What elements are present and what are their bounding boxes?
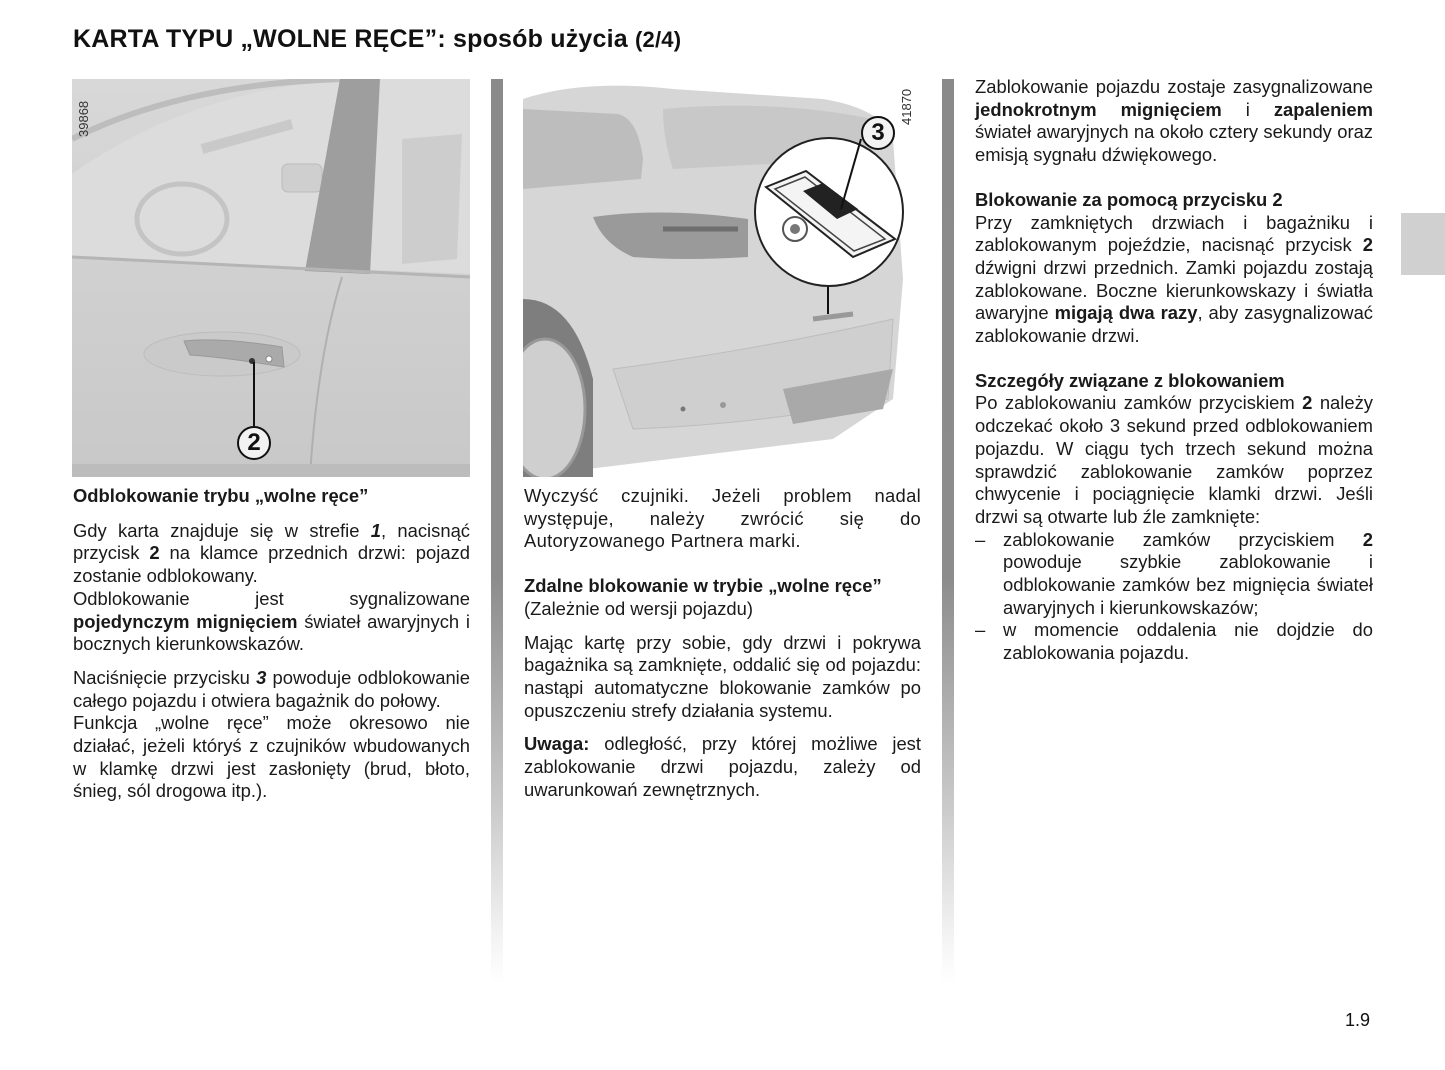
page-title-text: KARTA TYPU „WOLNE RĘCE”: sposób użycia bbox=[73, 25, 628, 53]
paragraph-sensor-warning: Funkcja „wolne ręce” może okresowo nie działać, jeżeli któryś z czujników wbudowanych w klamkę drzwi jest zasłonięty (brud, błoto, śnieg, sól drogowa itp.). bbox=[73, 712, 470, 802]
column-right bbox=[975, 76, 1373, 665]
section-heading-button-lock: Blokowanie za pomocą przycisku 2 bbox=[975, 188, 1283, 210]
section-subheading-version: (Zależnie od wersji pojazdu) bbox=[524, 597, 753, 619]
list-item: – zablokowanie zamków przyciskiem 2 powoduje szybkie zablokowanie i odblokowanie zamków bez mignięcia świateł awaryjnych i kierunkowskazów; bbox=[975, 529, 1373, 620]
paragraph-button-lock: Przy zamkniętych drzwiach i bagażniku i zablokowanym pojeździe, nacisnąć przycisk 2 dźwigni drzwi przednich. Zamki pojazdu zostają zablokowane. Boczne kierunkowskazy i światła awaryjne migają dwa razy, aby zasygnalizować zablokowanie drzwi. bbox=[975, 211, 1374, 347]
callout-2-icon: 2 bbox=[237, 426, 271, 460]
paragraph-auto-lock: Mając kartę przy sobie, gdy drzwi i pokrywa bagażnika są zamknięte, oddalić się od pojazdu: nastąpi automatyczne blokowanie zamków po opuszczeniu strefy działania systemu. bbox=[524, 631, 921, 721]
figure-id: 41870 bbox=[899, 88, 914, 125]
page-number: 1.9 bbox=[1345, 1010, 1371, 1030]
section-heading-remote-lock: Zdalne blokowanie w trybie „wolne ręce” bbox=[524, 575, 882, 597]
paragraph-note: Uwaga: odległość, przy której możliwe jest zablokowanie drzwi pojazdu, zależy od uwarunkowań zewnętrznych. bbox=[524, 733, 921, 800]
figure-id: 39868 bbox=[76, 100, 91, 137]
column-divider-right bbox=[942, 79, 954, 984]
paragraph-tailgate-button: Naciśnięcie przycisku 3 powoduje odblokowanie całego pojazdu i otwiera bagażnik do połowy. bbox=[73, 666, 470, 711]
paragraph-unlock-signal: Odblokowanie jest sygnalizowane pojedynczym mignięciem świateł awaryjnych i bocznych kierunkowskazów. bbox=[73, 587, 470, 655]
callout-3-icon: 3 bbox=[861, 116, 895, 150]
note-label: Uwaga: bbox=[524, 733, 590, 755]
lock-details-list bbox=[975, 529, 1373, 665]
column-middle bbox=[524, 485, 921, 801]
paragraph-lock-details: Po zablokowaniu zamków przyciskiem 2 należy odczekać około 3 sekund przed odblokowaniem pojazdu. W ciągu tych trzech sekund można sprawdzić zablokowanie zamków poprzez chwycenie i pociągnięcie klamki drzwi. Jeśli drzwi są otwarte lub źle zamknięte: bbox=[975, 392, 1373, 527]
figure-door-handle bbox=[72, 79, 470, 477]
paragraph-lock-signal: Zablokowanie pojazdu zostaje zasygnalizowane jednokrotnym mignięciem i zapaleniem świateł awaryjnych na około cztery sekundy oraz emisją sygnału dźwiękowego. bbox=[975, 76, 1374, 166]
chapter-thumb-tab bbox=[1401, 213, 1445, 275]
paragraph-clean-sensors: Wyczyść czujniki. Jeżeli problem nadal występuje, należy zwrócić się do Autoryzowanego Partnera marki. bbox=[524, 485, 921, 552]
list-item: – w momencie oddalenia nie dojdzie do zablokowania pojazdu. bbox=[975, 619, 1373, 664]
callout-leader-line bbox=[253, 362, 255, 426]
column-divider-left bbox=[491, 79, 503, 984]
column-left bbox=[73, 485, 470, 803]
section-heading-unlock: Odblokowanie trybu „wolne ręce” bbox=[73, 485, 369, 506]
section-heading-lock-details: Szczegóły związane z blokowaniem bbox=[975, 369, 1285, 391]
figure-tailgate-button bbox=[523, 79, 921, 477]
page-title bbox=[73, 25, 681, 54]
page-title-part: (2/4) bbox=[635, 27, 682, 52]
door-illustration bbox=[72, 79, 470, 477]
paragraph-unlock: Gdy karta znajduje się w strefie 1, nacisnąć przycisk 2 na klamce przednich drzwi: pojazd zostanie odblokowany. bbox=[73, 519, 471, 587]
